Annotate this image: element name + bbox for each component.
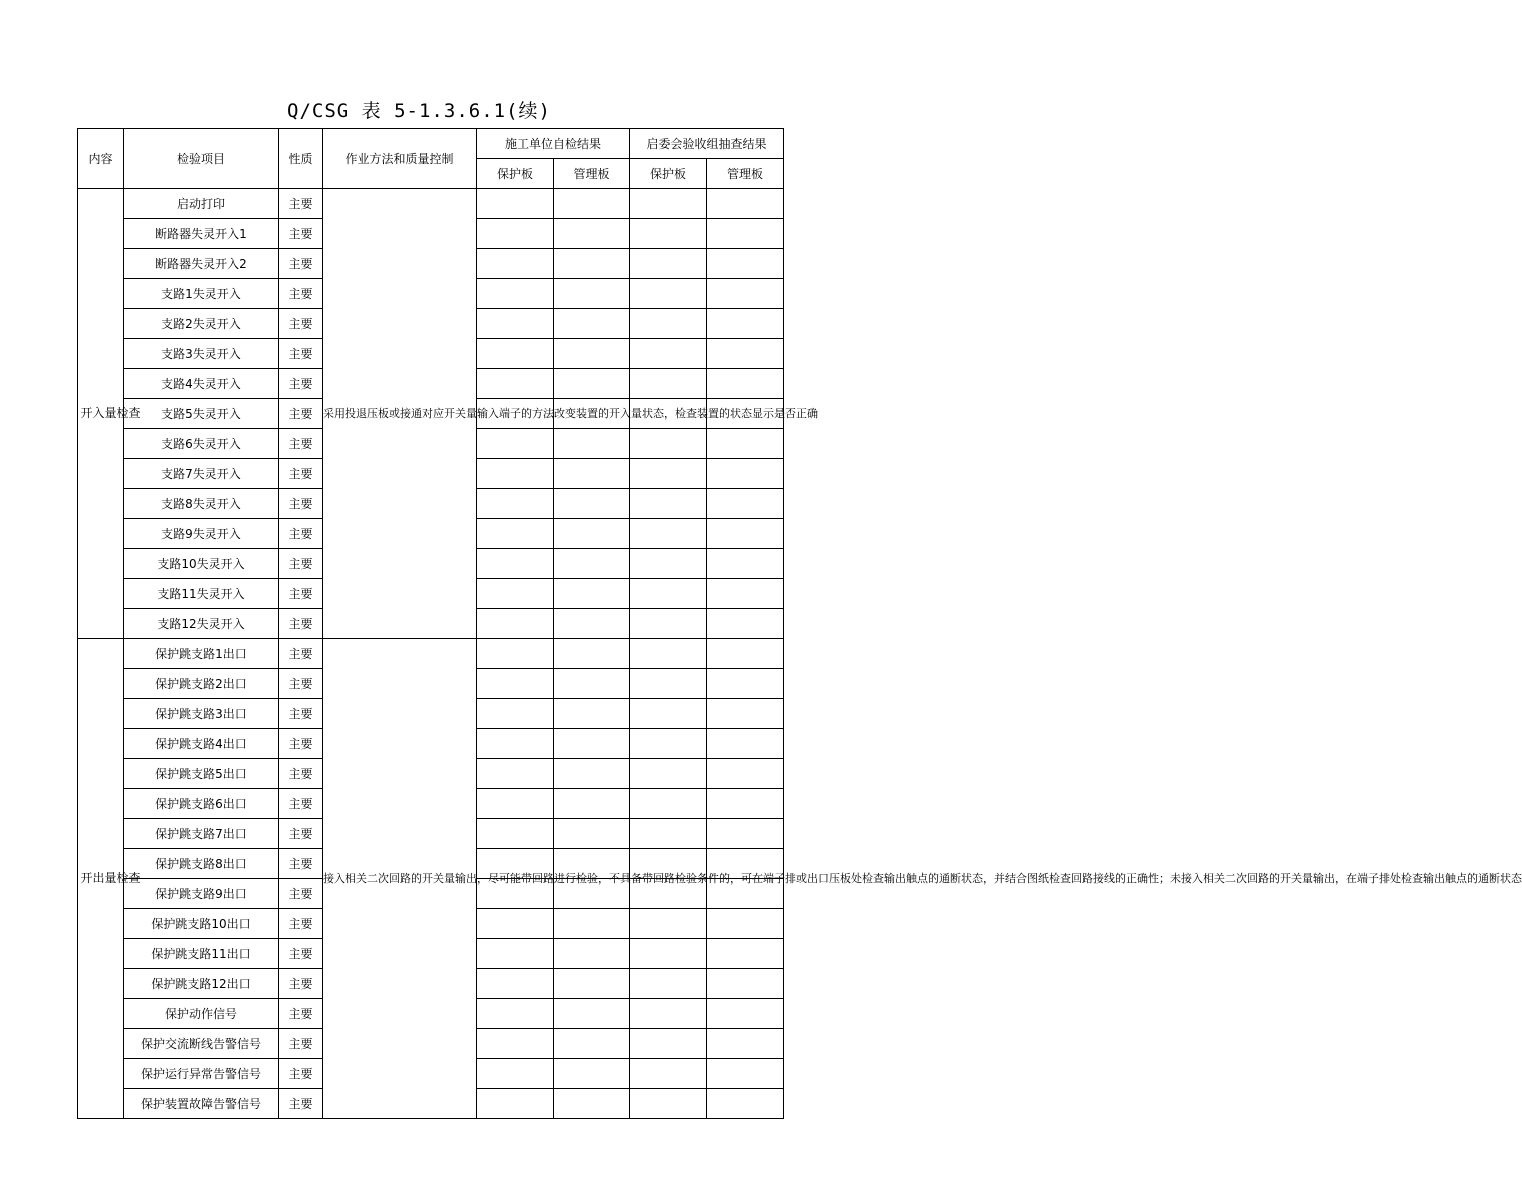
construction-management-result-cell[interactable] (554, 909, 630, 939)
committee-management-result-cell[interactable] (707, 939, 784, 969)
header-construction-result: 施工单位自检结果 (477, 129, 630, 159)
committee-management-result-cell[interactable] (707, 609, 784, 639)
inspection-item: 保护跳支路4出口 (124, 729, 279, 759)
construction-protection-result-cell[interactable] (477, 729, 554, 759)
committee-management-result-cell[interactable] (707, 999, 784, 1029)
construction-protection-result-cell[interactable] (477, 1029, 554, 1059)
inspection-item: 保护跳支路1出口 (124, 639, 279, 669)
inspection-item: 断路器失灵开入2 (124, 249, 279, 279)
inspection-item: 保护跳支路11出口 (124, 939, 279, 969)
committee-management-result-cell[interactable] (707, 339, 784, 369)
header-method: 作业方法和质量控制 (323, 129, 477, 189)
construction-protection-result-cell[interactable] (477, 939, 554, 969)
header-committee-management-board: 管理板 (707, 159, 784, 189)
committee-protection-result-cell[interactable] (630, 249, 707, 279)
inspection-item: 保护运行异常告警信号 (124, 1059, 279, 1089)
construction-management-result-cell[interactable] (554, 699, 630, 729)
inspection-item: 保护动作信号 (124, 999, 279, 1029)
table-row (78, 189, 784, 219)
committee-management-result-cell[interactable] (707, 489, 784, 519)
construction-management-result-cell[interactable] (554, 969, 630, 999)
header-nature: 性质 (279, 129, 323, 189)
item-nature: 主要 (279, 339, 323, 369)
construction-protection-result-cell[interactable] (477, 249, 554, 279)
construction-protection-result-cell[interactable] (477, 549, 554, 579)
inspection-item: 支路7失灵开入 (124, 459, 279, 489)
construction-management-result-cell[interactable] (554, 609, 630, 639)
committee-management-result-cell[interactable] (707, 1059, 784, 1089)
construction-management-result-cell[interactable] (554, 669, 630, 699)
committee-protection-result-cell[interactable] (630, 939, 707, 969)
construction-management-result-cell[interactable] (554, 1029, 630, 1059)
committee-protection-result-cell[interactable] (630, 489, 707, 519)
inspection-item: 保护跳支路2出口 (124, 669, 279, 699)
inspection-item: 断路器失灵开入1 (124, 219, 279, 249)
item-nature: 主要 (279, 459, 323, 489)
inspection-item: 支路10失灵开入 (124, 549, 279, 579)
construction-protection-result-cell[interactable] (477, 609, 554, 639)
construction-management-result-cell[interactable] (554, 729, 630, 759)
inspection-item: 保护装置故障告警信号 (124, 1089, 279, 1119)
inspection-item: 保护跳支路8出口 (124, 849, 279, 879)
construction-management-result-cell[interactable] (554, 429, 630, 459)
construction-protection-result-cell[interactable] (477, 999, 554, 1029)
construction-protection-result-cell[interactable] (477, 579, 554, 609)
item-nature: 主要 (279, 729, 323, 759)
header-item: 检验项目 (124, 129, 279, 189)
item-nature: 主要 (279, 669, 323, 699)
item-nature: 主要 (279, 219, 323, 249)
method-description: 接入相关二次回路的开关量输出，尽可能带回路进行检验，不具备带回路检验条件的，可在端子排或出口压板处检查输出触点的通断状态，并结合图纸检查回路接线的正确性；未接入相关二次回路的开关量输出，在端子排处检查输出触点的通断状态 (323, 639, 477, 1119)
construction-protection-result-cell[interactable] (477, 969, 554, 999)
item-nature: 主要 (279, 939, 323, 969)
construction-management-result-cell[interactable] (554, 759, 630, 789)
inspection-item: 保护交流断线告警信号 (124, 1029, 279, 1059)
inspection-item: 支路8失灵开入 (124, 489, 279, 519)
construction-management-result-cell[interactable] (554, 789, 630, 819)
inspection-item: 保护跳支路6出口 (124, 789, 279, 819)
header-row-1 (78, 129, 784, 159)
item-nature: 主要 (279, 1059, 323, 1089)
committee-protection-result-cell[interactable] (630, 909, 707, 939)
inspection-table (77, 128, 1522, 1119)
item-nature: 主要 (279, 549, 323, 579)
inspection-item: 保护跳支路7出口 (124, 819, 279, 849)
construction-management-result-cell[interactable] (554, 519, 630, 549)
committee-protection-result-cell[interactable] (630, 969, 707, 999)
construction-management-result-cell[interactable] (554, 999, 630, 1029)
committee-protection-result-cell[interactable] (630, 279, 707, 309)
item-nature: 主要 (279, 309, 323, 339)
construction-protection-result-cell[interactable] (477, 339, 554, 369)
table-body (78, 189, 1522, 1119)
construction-management-result-cell[interactable] (554, 219, 630, 249)
inspection-item: 保护跳支路9出口 (124, 879, 279, 909)
section-category (78, 189, 141, 639)
committee-protection-result-cell[interactable] (630, 369, 707, 399)
committee-protection-result-cell[interactable] (630, 219, 707, 249)
header-construction-protection-board: 保护板 (477, 159, 554, 189)
item-nature: 主要 (279, 909, 323, 939)
construction-protection-result-cell[interactable] (477, 909, 554, 939)
committee-protection-result-cell[interactable] (630, 639, 707, 669)
table-row (78, 639, 784, 669)
construction-protection-result-cell[interactable] (477, 789, 554, 819)
section-category-label: 开出量检查 (80, 871, 141, 885)
construction-management-result-cell[interactable] (554, 579, 630, 609)
committee-management-result-cell[interactable] (707, 909, 784, 939)
committee-management-result-cell[interactable] (707, 1089, 784, 1119)
item-nature: 主要 (279, 519, 323, 549)
item-nature: 主要 (279, 759, 323, 789)
committee-management-result-cell[interactable] (707, 699, 784, 729)
committee-protection-result-cell[interactable] (630, 339, 707, 369)
item-nature: 主要 (279, 879, 323, 909)
construction-protection-result-cell[interactable] (477, 309, 554, 339)
committee-management-result-cell[interactable] (707, 759, 784, 789)
committee-protection-result-cell[interactable] (630, 189, 707, 219)
construction-management-result-cell[interactable] (554, 1089, 630, 1119)
construction-management-result-cell[interactable] (554, 1059, 630, 1089)
committee-protection-result-cell[interactable] (630, 729, 707, 759)
inspection-item: 保护跳支路12出口 (124, 969, 279, 999)
committee-management-result-cell[interactable] (707, 969, 784, 999)
construction-management-result-cell[interactable] (554, 489, 630, 519)
inspection-item: 支路9失灵开入 (124, 519, 279, 549)
committee-management-result-cell[interactable] (707, 279, 784, 309)
committee-protection-result-cell[interactable] (630, 1029, 707, 1059)
section-category (78, 639, 141, 1119)
committee-management-result-cell[interactable] (707, 669, 784, 699)
inspection-item: 支路4失灵开入 (124, 369, 279, 399)
inspection-item: 保护跳支路3出口 (124, 699, 279, 729)
item-nature: 主要 (279, 849, 323, 879)
item-nature: 主要 (279, 489, 323, 519)
construction-protection-result-cell[interactable] (477, 819, 554, 849)
item-nature: 主要 (279, 369, 323, 399)
item-nature: 主要 (279, 1029, 323, 1059)
committee-protection-result-cell[interactable] (630, 759, 707, 789)
committee-management-result-cell[interactable] (707, 519, 784, 549)
item-nature: 主要 (279, 789, 323, 819)
construction-protection-result-cell[interactable] (477, 699, 554, 729)
section-category-label: 开入量检查 (80, 406, 141, 420)
item-nature: 主要 (279, 1089, 323, 1119)
construction-protection-result-cell[interactable] (477, 519, 554, 549)
construction-management-result-cell[interactable] (554, 549, 630, 579)
construction-protection-result-cell[interactable] (477, 369, 554, 399)
inspection-item: 支路6失灵开入 (124, 429, 279, 459)
construction-management-result-cell[interactable] (554, 339, 630, 369)
construction-protection-result-cell[interactable] (477, 279, 554, 309)
committee-protection-result-cell[interactable] (630, 429, 707, 459)
inspection-item: 支路11失灵开入 (124, 579, 279, 609)
committee-protection-result-cell[interactable] (630, 309, 707, 339)
header-construction-management-board: 管理板 (554, 159, 630, 189)
committee-management-result-cell[interactable] (707, 579, 784, 609)
item-nature: 主要 (279, 249, 323, 279)
inspection-item: 支路12失灵开入 (124, 609, 279, 639)
construction-protection-result-cell[interactable] (477, 489, 554, 519)
inspection-item: 支路5失灵开入 (124, 399, 279, 429)
inspection-item: 启动打印 (124, 189, 279, 219)
committee-protection-result-cell[interactable] (630, 549, 707, 579)
committee-management-result-cell[interactable] (707, 459, 784, 489)
committee-protection-result-cell[interactable] (630, 609, 707, 639)
construction-protection-result-cell[interactable] (477, 1089, 554, 1119)
committee-management-result-cell[interactable] (707, 549, 784, 579)
committee-management-result-cell[interactable] (707, 789, 784, 819)
committee-protection-result-cell[interactable] (630, 519, 707, 549)
committee-protection-result-cell[interactable] (630, 819, 707, 849)
construction-management-result-cell[interactable] (554, 309, 630, 339)
committee-protection-result-cell[interactable] (630, 579, 707, 609)
committee-management-result-cell[interactable] (707, 819, 784, 849)
inspection-item: 保护跳支路10出口 (124, 909, 279, 939)
construction-protection-result-cell[interactable] (477, 189, 554, 219)
item-nature: 主要 (279, 699, 323, 729)
item-nature: 主要 (279, 999, 323, 1029)
item-nature: 主要 (279, 399, 323, 429)
inspection-item: 支路2失灵开入 (124, 309, 279, 339)
committee-management-result-cell[interactable] (707, 249, 784, 279)
header-committee-protection-board: 保护板 (630, 159, 707, 189)
item-nature: 主要 (279, 429, 323, 459)
item-nature: 主要 (279, 969, 323, 999)
committee-protection-result-cell[interactable] (630, 999, 707, 1029)
committee-management-result-cell[interactable] (707, 369, 784, 399)
construction-management-result-cell[interactable] (554, 939, 630, 969)
construction-protection-result-cell[interactable] (477, 759, 554, 789)
committee-management-result-cell[interactable] (707, 309, 784, 339)
committee-management-result-cell[interactable] (707, 1029, 784, 1059)
construction-management-result-cell[interactable] (554, 279, 630, 309)
item-nature: 主要 (279, 609, 323, 639)
construction-management-result-cell[interactable] (554, 189, 630, 219)
construction-management-result-cell[interactable] (554, 459, 630, 489)
inspection-item: 支路1失灵开入 (124, 279, 279, 309)
construction-protection-result-cell[interactable] (477, 669, 554, 699)
header-committee-result: 启委会验收组抽查结果 (630, 129, 784, 159)
construction-protection-result-cell[interactable] (477, 1059, 554, 1089)
committee-protection-result-cell[interactable] (630, 789, 707, 819)
method-description: 采用投退压板或接通对应开关量输入端子的方法改变装置的开入量状态，检查装置的状态显示是否正确 (323, 189, 477, 639)
item-nature: 主要 (279, 639, 323, 669)
construction-management-result-cell[interactable] (554, 249, 630, 279)
committee-management-result-cell[interactable] (707, 429, 784, 459)
construction-protection-result-cell[interactable] (477, 219, 554, 249)
item-nature: 主要 (279, 579, 323, 609)
construction-protection-result-cell[interactable] (477, 639, 554, 669)
item-nature: 主要 (279, 819, 323, 849)
committee-protection-result-cell[interactable] (630, 459, 707, 489)
committee-protection-result-cell[interactable] (630, 1059, 707, 1089)
committee-management-result-cell[interactable] (707, 639, 784, 669)
inspection-item: 保护跳支路5出口 (124, 759, 279, 789)
header-content: 内容 (78, 129, 124, 189)
document-title: Q/CSG 表 5-1.3.6.1(续) (287, 100, 551, 122)
construction-protection-result-cell[interactable] (477, 459, 554, 489)
committee-protection-result-cell[interactable] (630, 699, 707, 729)
item-nature: 主要 (279, 189, 323, 219)
item-nature: 主要 (279, 279, 323, 309)
committee-protection-result-cell[interactable] (630, 1089, 707, 1119)
committee-management-result-cell[interactable] (707, 219, 784, 249)
construction-management-result-cell[interactable] (554, 369, 630, 399)
committee-protection-result-cell[interactable] (630, 669, 707, 699)
committee-management-result-cell[interactable] (707, 189, 784, 219)
inspection-item: 支路3失灵开入 (124, 339, 279, 369)
committee-management-result-cell[interactable] (707, 729, 784, 759)
construction-management-result-cell[interactable] (554, 819, 630, 849)
construction-protection-result-cell[interactable] (477, 429, 554, 459)
construction-management-result-cell[interactable] (554, 639, 630, 669)
